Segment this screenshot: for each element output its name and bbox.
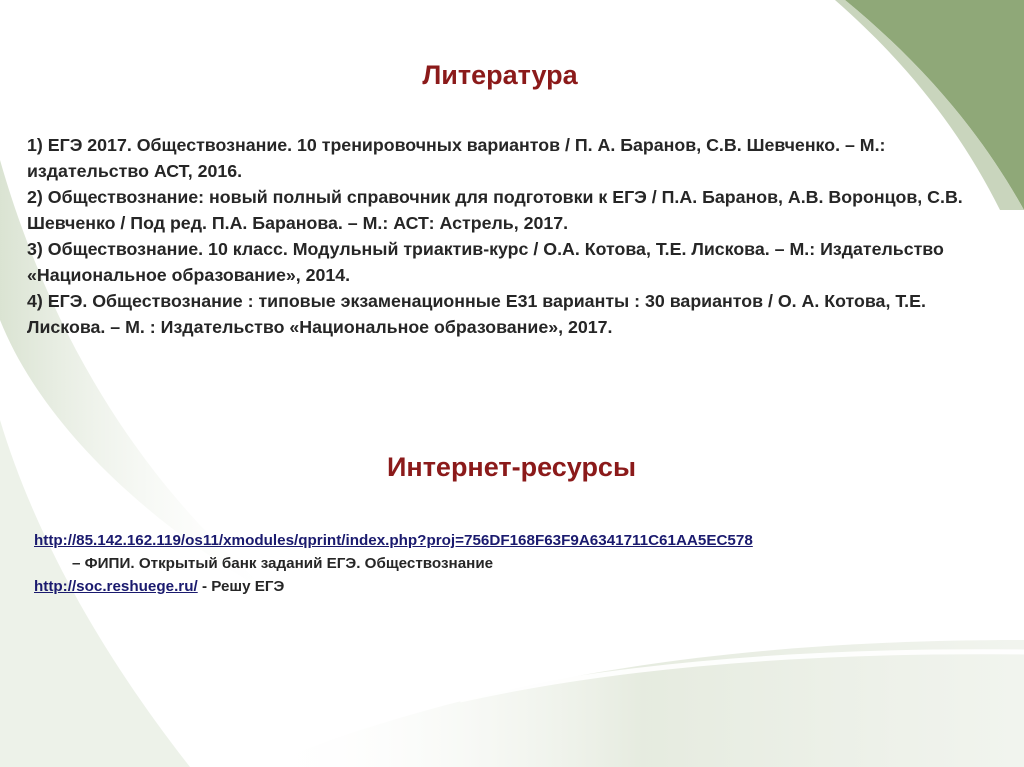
reshuege-description: - Решу ЕГЭ bbox=[197, 578, 285, 595]
literature-item: 2) Обществознание: новый полный справочник для подготовки к ЕГЭ / П.А. Баранов, А.В. Воронцов, С.В. Шевченко / Под ред. П.А. Баранова. – М.: АСТ: Астрель, 2017. bbox=[27, 187, 963, 233]
internet-resources-title: Интернет-ресурсы bbox=[386, 452, 637, 482]
fipi-link[interactable]: http://85.142.162.119/os11/xmodules/qprint/index.php?proj=756DF168F63F9A6341711C61AA5EC578 bbox=[34, 532, 753, 549]
literature-item: 3) Обществознание. 10 класс. Модульный триактив-курс / О.А. Котова, Т.Е. Лискова. – М.: Издательство «Национальное образование», 2014. bbox=[27, 239, 944, 285]
literature-item: 4) ЕГЭ. Обществознание : типовые экзаменационные Е31 варианты : 30 вариантов / О. А. Котова, Т.Е. Лискова. – М. : Издательство «Национальное образование», 2017. bbox=[27, 291, 926, 337]
reshuege-link[interactable]: http://soc.reshuege.ru/ bbox=[34, 578, 198, 595]
literature-item: 1) ЕГЭ 2017. Обществознание. 10 тренировочных вариантов / П. А. Баранов, С.В. Шевченко. – М.: издательство АСТ, 2016. bbox=[27, 135, 886, 181]
internet-resources-list bbox=[34, 529, 1009, 598]
fipi-link-line bbox=[34, 529, 1009, 552]
literature-title: Литература bbox=[422, 60, 578, 90]
literature-list bbox=[27, 132, 1002, 340]
reshuege-link-line bbox=[34, 575, 1009, 598]
fipi-description: – ФИПИ. Открытый банк заданий ЕГЭ. Обществознание bbox=[72, 555, 494, 572]
